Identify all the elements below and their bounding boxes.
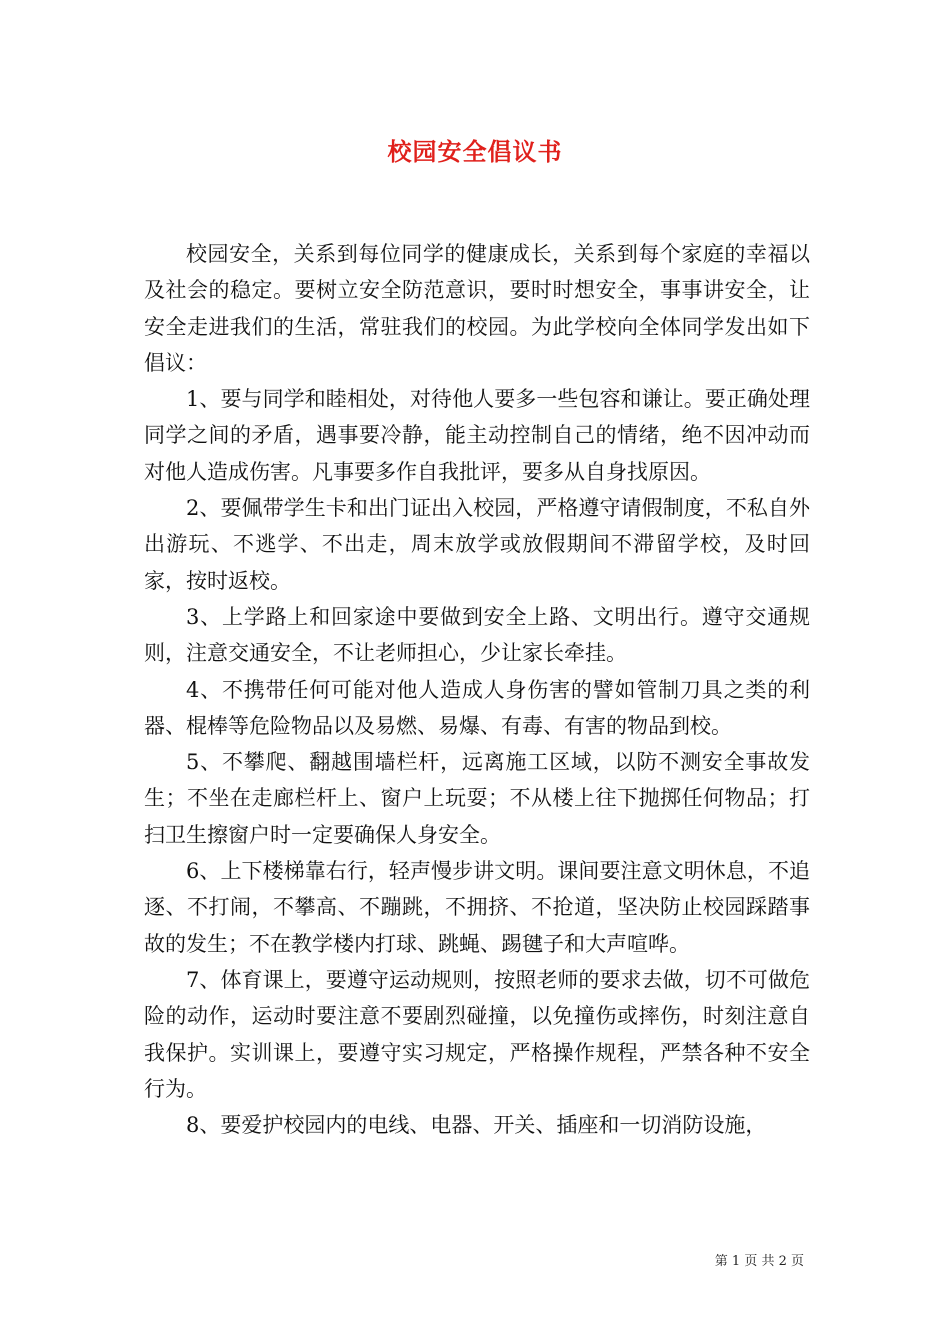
proposal-item-7: 7、体育课上，要遵守运动规则，按照老师的要求去做，切不可做危险的动作，运动时要注意不要剧烈碰撞，以免撞伤或摔伤，时刻注意自我保护。实训课上，要遵守实习规定，严格操作规程，严禁各种不安全行为。: [144, 967, 810, 1101]
proposal-item-4: 4、不携带任何可能对他人造成人身伤害的譬如管制刀具之类的利器、棍棒等危险物品以及易燃、易爆、有毒、有害的物品到校。: [144, 677, 810, 738]
document-title: 校园安全倡议书: [387, 137, 563, 166]
proposal-item-2: 2、要佩带学生卡和出门证出入校园，严格遵守请假制度，不私自外出游玩、不逃学、不出走，周末放学或放假期间不滞留学校，及时回家，按时返校。: [144, 496, 810, 593]
proposal-item-5: 5、不攀爬、翻越围墙栏杆，远离施工区域，以防不测安全事故发生；不坐在走廊栏杆上、窗户上玩耍；不从楼上往下抛掷任何物品；打扫卫生擦窗户时一定要确保人身安全。: [144, 750, 810, 847]
proposal-item-1: 1、要与同学和睦相处，对待他人要多一些包容和谦让。要正确处理同学之间的矛盾，遇事要冷静，能主动控制自己的情绪，绝不因冲动而对他人造成伤害。凡事要多作自我批评，要多从自身找原因。: [144, 387, 810, 484]
proposal-item-3: 3、上学路上和回家途中要做到安全上路、文明出行。遵守交通规则，注意交通安全，不让老师担心，少让家长牵挂。: [144, 604, 810, 666]
proposal-item-6: 6、上下楼梯靠右行，轻声慢步讲文明。课间要注意文明休息，不追逐、不打闹，不攀高、不蹦跳，不拥挤、不抢道，坚决防止校园踩踏事故的发生；不在教学楼内打球、跳蝇、踢毽子和大声喧哗。: [144, 859, 810, 956]
proposal-item-8: 8、要爱护校园内的电线、电器、开关、插座和一切消防设施，: [186, 1113, 767, 1138]
page-number-footer: 第 1 页 共 2 页: [714, 1254, 804, 1269]
document-body: [144, 236, 810, 1143]
intro-paragraph: 校园安全，关系到每位同学的健康成长，关系到每个家庭的幸福以及社会的稳定。要树立安全防范意识，要时时想安全，事事讲安全，让安全走进我们的生活，常驻我们的校园。为此学校向全体同学发出如下倡议：: [144, 242, 810, 375]
